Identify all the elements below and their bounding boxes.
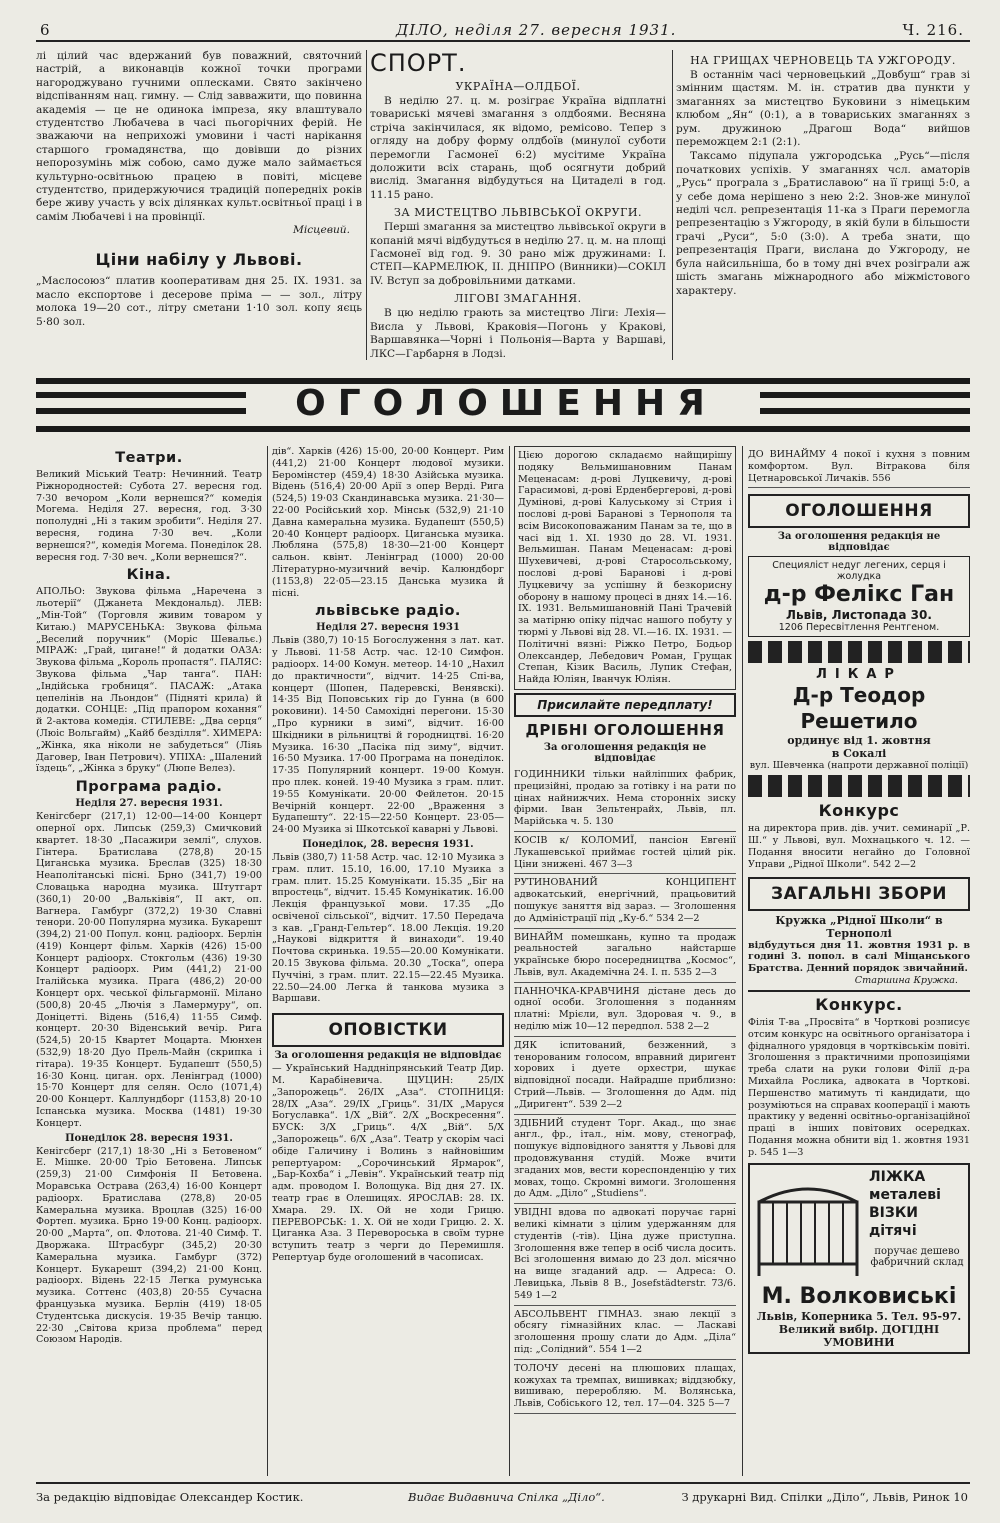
beds-seller-name: М. Волковиські [761,1283,957,1309]
lviv-radio-date-1: Неділя 27. вересня 1931 [316,622,460,634]
column-divider [267,446,268,1476]
sport-subheading-2: ЗА МИСТЕЦТВО ЛЬВІВСЬКОЇ ОКРУГИ. [394,206,642,220]
contest1-heading: Конкурс [818,801,900,821]
column-divider [672,50,673,360]
lviv-radio-date-2: Понеділок, 28. вересня 1931. [302,838,474,850]
meeting-heading: ЗАГАЛЬНІ ЗБОРИ [771,883,947,904]
radio-date-2: Понеділок 28. вересня 1931. [65,1132,233,1144]
banner-stripe [36,392,246,398]
small-ad: ГОДИННИКИ тільки найліпших фабрик, прецизійні, продаю за готівку і на рати по цінах найнижчих. Нема сторонніх зиску фірми. Іван Зельтенрайх, Львів, пл. Марійська ч. 5. 130 [514,766,736,832]
prices-text: „Маслосоюз“ платив кооперативам дня 25. IX. 1931. за масло експортове і десерове пріма — — зол., літру молока 19—20 сот., літру сметани 1·10 зол. копу яєць 5·80 зол. [36,275,362,328]
meeting-text: відбудуться дня 11. жовтня 1931 р. в годині 3. попол. в салі Міщанського Братства. Денний порядок звичайний. [748,939,970,975]
lviv-radio-heading: львівське радіо. [315,603,461,620]
small-ad: ДЯК іспитований, безженний, з тенорованим голосом, вправний диригент хорових і дуете орхестри, шукає відповідної посади. Найрадше приблизно: Стрий—Львів. — Зголошення до Адм. під „Диригент“. 539 2—2 [514,1037,736,1115]
beds-text-2: фабричний склад [870,1256,964,1268]
beds-heading-2: ВІЗКИ дітячі [869,1204,918,1239]
article-end-text: лі цілий час вдержаний був поважний, святочний настрій, а виконавців кожної точки програми нагороджувано гучними оплесками. Свято закінчено відспіванням нац. гимну. — Слід завважити, що повинна академія — це не одинока імпреза, яку влаштувало студентство Любачева в часі пьогорічних ферій. Не зважаючи на неприхожі умовини і часті нарікання старшого громадянства, що довівши до різних непорозумінь між собою, само дуже мало займається культурно-освітньою працею в повіті, місцеве студентство, придержуючися традицій попередніх років бере живу участь у всіх ділянках культ.освітньої праці і в самім Любачеві і на провінції. [36,50,362,223]
publisher-line: Видає Видавнича Спілка „Діло“. [408,1490,605,1504]
radio-date-1: Неділя 27. вересня 1931. [75,798,223,810]
radio-heading: Програма радіо. [75,779,223,796]
sport-subheading-3: ЛІГОВІ ЗМАГАННЯ. [454,292,582,306]
doctor-name: д-р Фелікс Ган [763,582,955,608]
beds-ad [748,1163,970,1354]
thanks-notice: Цією дорогою складаємо найщирішу подяку Вельмишановним Панам Меценасам: д-рові Луцкевичу, д-рові Гарасимові, д-рові Ерденбергерові, д-рові Думінові, д-рові Калуському зі Стрия і послові д-рові Барановi з Тернополя та всім Високоповажаним Панам за те, що в часі від 1. XI. 1930 до 28. VI. 1931. Вельмишан. Панам Меценасам: д-рові Шухевичеві, д-рові Старосольському, послові д-рові Барановi і д-рові Луцкевичу за успішну й безкорисну оборону в нашому процесі в днях 14.—16. IX. 1931. Вельмишановній Пані Трачевій за матірню опіку підчас нашого побуту у тюрмі у Львові від 28. VI.—16. IX. 1931. — Політичні вязні: Ріжко Петро, Бодьор Олександер, Лебедович Роман, Грущак Степан, Кізик Василь, Лупик Стефан, Найда Юліян, Іванчук Юліян. [514,446,736,690]
doctor2-name: Д-р Теодор Решетило [792,683,926,734]
small-ad: РУТИНОВАНИЙ КОНЦИПЕНТ адвокатський, енергічний, працьовитий пошукує заняття від зараз. — Зголошення до Адміністрації під „Ку-б.“ 534 2—2 [514,874,736,928]
lviv-radio-program-1: Львів (380,7) 10·15 Богослуження з лат. кат. у Львові. 11·58 Астр. час. 12·10 Симфон. радіоорх. 14·00 Комун. метеор. 14·10 „Нахил до практичности“, відчит. 14·25 Спі-ва, концерт (Шопен, Падеревскі, Венявскі). 14·35 Від Поповських гір до Гунна (в 600 роковини). 14·50 Самохідні перегони. 15·30 „Про курники в зимі“, відчит. 16·00 Шкідники в рільництві й городництві. 16·20 Музика. 16·30 „Пасіка під зиму“, відчит. 16·50 Музика. 17·00 Програма на понеділок. 17·35 Популярний концерт. 19·00 Комун. про плек. коней. 19·40 Музика з грам. плит. 19·55 Комунікати. 20·00 Фейлетон. 20·15 Вечірній концерт. 22·00 „Враження з Будапешту“. 22·15—22·50 Концерт. 23·05—24·00 Музика зі Шкотської каварні у Львові. [272,635,504,836]
doctor2-line-1: ординує від 1. жовтня [787,734,931,748]
issue-number: Ч. 216. [902,21,964,39]
sport-paragraph-2: Перші змагання за мистецтво львівської округи в копаній мячі відбудуться в неділю 27. ц. м. на площі Гасмонеї від год. 9. 30 рано між дружинами: І. СТЕП—КАРМЕЛЮК, ІІ. ДНІПРО (Винники)—СОКІЛ IV. Вступ за добровільними датками. [370,221,666,287]
sport-paragraph-3: В цю неділю грають за мистецтво Ліги: Лехія—Висла у Львові, Краковія—Погонь у Кракові, Варшавянка—Чорні і Польонія—Варта у Варшаві, ЛКС—Гарбарня в Лодзі. [370,307,666,360]
sport-paragraph-5: Таксамо підупала ужгородська „Русь“—після початкових успіхів. У змаганнях чсл. аматорів „Русь“ програла з „Братиславою“ на її грищі 5:0, а у себе дома нерішено з нею 2:2. Знов-же минулої неділі чсл. репрезентація 11-ка з Праги перемогла репрезентацію з Ужгороду, в якій були в більшости грачі „Руси“, 5:0 (3:0). А треба знати, що репрезентація Праги, вислана до Ужгороду, не була найсильніша, бо в тому дні вчех розіграли аж шість змагань міжнародного або міжмістового характеру. [676,150,970,297]
editor-line: За редакцію відповідає Олександер Костик. [36,1490,304,1504]
doctor-ad-1 [748,556,970,637]
display-ads-column [748,446,970,1476]
small-ads-column [514,446,736,1476]
beds-text-3: Великий вибір. ДОГІДНІ УМОВИНИ [778,1322,940,1349]
sport-paragraph-1: В неділю 27. ц. м. розіграє Україна відплатні товариські мячеві змагання з олдбоями. Весняна стріча закінчилася, як відомо, ремісово. Тепер з огляду на добру форму олдбоїв (минулої суботи перемогли Гасмонеї 6:2) мусітиме Україна доложити всіх старань, щоб осягнути добрий вислід. Змагання відбудуться на Цитаделі в год. 11.15 рано. [370,95,666,201]
meeting-box [748,877,970,911]
sport-subheading-4: НА ГРИЩАХ ЧЕРНОВЕЦЬ ТА УЖГОРОДУ. [690,54,956,67]
beds-heading-1: ЛІЖКА металеві [869,1168,941,1203]
ornament-band [748,775,970,797]
ads-disclaimer: За оголошення редакція не відповідає [777,531,941,554]
radio-program-1: Кенігсберг (217,1) 12·00—14·00 Концерт оперної орх. Липськ (259,3) Смичковий квартет. 18·30 „Пасажири землі“, слухов. Гінтера. Братислава (278,8) 20·15 Циганська музика. Бреслав (325) 18·30 Неаполітанські пісні. Брно (341,7) 19·00 Словацька народна музика. Штутгарт (360,1) 20·00 „Вальківія“, ІІ акт, оп. Вагнера. Гамбург (372,2) 19·30 Славні тенори. 20·00 Популярна музика. Букарешт (394,2) 21·00 Попул. конц. радіоорх. Берлін (419) Концерт фільм. Харків (426) 15·00 Концерт радіоорх. Стокгольм (436) 19·30 Концерт радіоорх. Рим (441,2) 21·00 Італійська музика. Прага (486,2) 20·00 Концерт орх. чеської фільгармонії. Мілано (500,8) 20·45 „Лючія з Ламермуру“, оп. Доніцетті. Відень (516,4) 11·55 Симф. концерт. 20·30 Віденський вечір. Рига (524,5) 20·15 Квартет Моцарта. Мюнхен (532,9) 18·20 Дуо Прель-Майн (скрипка і гітара). 19·35 Концерт. Будапешт (550,5) 16·30 Конц. циган. орх. Ленінград (1000) 15·70 Концерт для селян. Осло (1071,4) 20·00 Концерт. Каллундборг (1153,8) 20·10 Іспанська музика. Москва (1481) 19·30 Концерт. [36,811,262,1129]
small-ad: УВІДНІ вдова по адвокаті поручає гарні великі кімнати з цілим удержанням для студентів (-тів). Ціна дуже приступна. Зголошення вже тепер в осіб числа досить. Всі зголошення вимаю до 23 дол. місячно на вище згаданий адр. — Адреса: О. Левицька, Львів 8 В., Josefstädterstr. 73/6. 549 1—2 [514,1204,736,1305]
rent-ad: ДО ВИНАЙМУ 4 покої і кухня з повним комфортом. Вул. Вітракова біля Цетнаровської Личаків. 556 [748,446,970,488]
ornament-band [748,641,970,663]
radio-program-3: дів“. Харків (426) 15·00, 20·00 Концерт. Рим (441,2) 21·00 Концерт людової музики. Беромінстер (459,4) 18·30 Азійська музика. Відень (516,4) 20·00 Арії з опер Верді. Рига (524,5) 19·03 Скандинавська музика. 21·30—22·00 Російський хор. Мінськ (532,9) 21·10 Давна камеральна музика. Будапешт (550,5) 20·40 Концерт радіоорх. Циганська музика. Любляна (575,8) 18·30—21·00 Концерт сальон. квінт. Ленінград (1000) 20·00 Літературно-музичний вечір. Калюндборг (1153,8) 22·05—23.15 Данська музика й пісні. [272,446,504,599]
doctor2-line-3: вул. Шевченка (напроти державної поліції) [749,760,969,772]
meeting-subheading: Кружка „Рідної Школи“ в Тернополі [775,913,943,940]
small-ad: ТОЛОЧУ десені на плюшових плащах, кожухах та тремпах, вишивках; віддзюбку, вишиваю, переробляю. М. Волянська, Львів, Собіського 12, тел. 17—04. 325 5—7 [514,1360,736,1414]
entertainment-column [36,446,262,1476]
banner-stripe [760,408,970,414]
contest1-text: на директора прив. дів. учит. семинарії „Р. Ш.“ у Львові, вул. Мохнацького ч. 12. — Подання вносити негайно до Головної Управи „Рідної Школи“. 542 2—2 [748,823,970,870]
contest2-heading: Конкурс. [748,990,970,1014]
banner-stripe [760,392,970,398]
page-header [36,18,970,42]
notices-disclaimer: За оголошення редакція не відповідає [274,1050,502,1062]
sport-column-continued [676,50,970,368]
ads-banner [36,368,970,442]
beds-text-1: поручає дешево [874,1245,960,1257]
article-signature: Місцевий. [292,224,350,237]
prices-heading: Ціни набілу у Львові. [95,250,303,270]
cinema-heading: Кіна. [126,567,172,584]
column-divider [509,446,510,1476]
lviv-radio-program-2: Львів (380,7) 11·58 Астр. час. 12·10 Музика з грам. плит. 15.10, 16.00, 17.10 Музика з грам. плит. 15.25 Комунікати. 15.35 „Біг на впростець“, відчит. 15.45 Комунікатик. 16.00 Лекція французької мови. 17.35 „До освіченої сільської“, відчит. 17.50 Передача з кав. „Гранд-Гельтер“. 18.00 Лекція. 19.20 „Наукові відкриття й винаходи“. 19.40 Почтова скринька. 19.55—20.00 Комунікати. 20.15 Звукова фільма. 20.30 „Тоска“, опера Пуччіні, з грам. плит. 22.15—22.45 Музика. 22.50—24.00 Легка й танкова музика з Варшави. [272,851,504,1005]
sport-column [370,50,666,368]
masthead-line: ДІЛО, неділя 27. вересня 1931. [396,21,677,39]
small-ad: АБСОЛЬВЕНТ ГІМНАЗ. знаю лекції з обсягу гімназійних клас. — Ласкаві зголошення прошу слати до Адм. „Діла“ під: „Солідний“. 554 1—2 [514,1306,736,1360]
ads-heading: ОГОЛОШЕННЯ [785,501,933,522]
ads-box [748,494,970,528]
banner-title: ОГОЛОШЕННЯ [295,383,717,424]
notices-heading: ОПОВІСТКИ [328,1020,448,1041]
small-ad: ВИНАЙМ помешкань, купно та продаж реальностей загально найстарше українське бюро посередництва „Космос“, Львів, вул. Академічна 24. І. п. 535 2—3 [514,929,736,983]
doctor-address: Львів, Листопада 30. [786,608,932,623]
sport-paragraph-4: В останнім часі черновецький „Довбуш“ грав зі змінним щастям. М. ін. стратив два пункти у змаганнях за мистецтво Буковини з німецьким клюбом „Ян“ (0:1), а в товариських змаганнях з рум. дружиною „Драгош Вода“ вийшов переможцем 2:1 (2:1). [676,69,970,149]
column-divider [742,446,743,1476]
notices-box [272,1013,504,1047]
printer-line: З друкарні Вид. Спілки „Діло“, Львів, Ринок 10 [681,1490,968,1504]
bed-illustration-icon [753,1172,863,1282]
notices-text: — Український Наддніпрянський Театр Дир. М. Карабіневича. ЩУЦИН: 25/IX „Запорожець“. 26/IX „Аза“. СТОПНИЦЯ: 28/IX „Аза“. 29/IX „Гриць“. 31/IX „Маруся Богуславка“. 1/X „Вій“. 2/X „Воскресення“. БУСК: 3/X „Гриць“. 4/X „Вій“. 5/X „Запорожець“. 6/X „Аза“. Театр у скорім часі обіде Галичину і Волинь з найновішим репертуаром: „Сорочинський Ярмарок“, „Бар-Кохба“ і „Левін“. Український театр під адм. проводом І. Волощука. Від дня 27. IX. театр грає в Олешицях. ЯРОСЛАВ: 28. IX. Хмара. 29. IX. Ой не ходи Грицю. ПЕРЕВОРСЬК: 1. X. Ой не ходи Грицю. 2. X. Циганка Аза. 3 Перевороська в своїм турне вступить театр з черги до Перемишля. Репертуар буде оголошений в часописах. [272,1063,504,1264]
cinema-text: АПОЛЬО: Звукова фільма „Наречена з льотерії“ (Джанета Мекдональд). ЛЕВ: „Мін-Той“ (Торговля живим товаром у Китаю.) МАРУСЕНЬКА: Звукова фільма „Веселий поручник“ (Моріс Шевальє.) МІРАЖ: „Грай, цигане!“ й додатки ОАЗА: Звукова фільма „Король пропастя“. ПАЛЯС: Звукова фільма „Чар танга“. ПАН: „Індійська гробниця“. ПАСАЖ: „Атака цепелінів на Льондон“ (Підняті крила) й додатки. СОНЦЕ: „Під прапором кохання“ й 2-актова комедія. СТИЛЕВЕ: „Два серця“ (Люіс Вольгайм) „Кайб безділля“. ХИМЕРА: „Жінка, яка ніколи не забудеться“ (Ліяь Даговер, Іван Петрович). УПІХА: „Шалений їздець“, „Жінка з бруку“ (Люпе Велез). [36,586,262,775]
sport-subheading-1: УКРАЇНА—ОЛДБОЇ. [455,80,581,93]
beds-address: Львів, Коперника 5. Тел. 95-97. [756,1309,962,1323]
page-number: 6 [40,21,51,39]
small-ad: ПАННОЧКА-КРАВЧИНЯ дістане десь до одної особи. Зголошення з поданням платні: Мрієли, вул. Здоровая ч. 9., в неділю між 10—12 передпол. 538 2—2 [514,983,736,1037]
banner-stripe [36,408,246,414]
article-column [36,50,362,368]
doctor-note: 1206 Пересвітлення Рентгеном. [778,622,940,634]
banner-stripe [36,426,970,432]
small-ads-heading: ДРІБНІ ОГОЛОШЕННЯ [525,720,725,739]
theatres-heading: Театри. [115,450,183,466]
contest2-text: Філія Т-ва „Просвіта“ в Чорткові розписує отсим конкурс на освітнього організатора і фідналного урядовця в чортківськім повіті. Зголошення з практичними пропозиціями треба слати на руки голови Філії д-ра Михайла Рослика, адвоката в Чорткові. Першенство матимуть ті кандидати, що розуміються на справах кооперації і мають практику у веденні освітньо-організаційної праці в інших повітових осередках. Подання можна обнити від 1. жовтня 1931 р. 545 1—3 [748,1016,970,1158]
doctor-specialty: Специяліст недуг легених, серця і жолудка [772,560,946,583]
newspaper-page [36,18,970,1508]
radio-program-2: Кенігсберг (217,1) 18·30 „Ні з Бетовеном“ Е. Мішке. 20·00 Тріо Бетовена. Липськ (259,3) 21·00 Симфонія ІІ Бетовена. Моравська Острава (263,4) 16·00 Концерт радіоорх. Братислава (278,8) 20·05 Камеральна музика. Вроцлав (325) 16·00 Фортеп. музика. Брно 19·00 Конц. радіоорх. 20·00 „Марта“, оп. Флотова. 21·40 Симф. Т. Дворжака. Штрасбург (345,2) 20·30 Камеральна музика. Гамбург (372) Концерт. Букарешт (394,2) 21·00 Конц. радіоорх. Відень 22·15 Легка румунська музика. Соттенс (403,8) 20·55 Сучасна французька музика. Берлін (419) 18·05 Студентська дискусія. 19·35 Вечір танцю. 22·30 „Світова криза проблема“ перед Союзом Народів. [36,1145,262,1346]
small-ad: ЗДІБНИЙ студент Торг. Акад., що знає англ., фр., італ., нім. мову, стенограф, пошукує відповідного заняття у Львові для продовжування студій. Може вчити згаданих мов, вести кореспонденцію у тих мовах, тощо. Скромні вимоги. Зголошення до Адм. „Діло“ „Studiens“. [514,1115,736,1205]
theatres-text: Великий Міський Театр: Нечинний. Театр Ріжнородностей: Субота 27. вересня год. 7·30 вечором „Коли вернешся?“ комедія Могема. Неділя 27. вересня, год. 3·30 пополудні „Ні з таким зробити“. Неділя 27. вересня, година 7·30 веч. „Коли вернешся?“, комедія Могема. Понеділок 28. вересня год. 7·30 веч. „Коли вернешся?“. [36,469,262,563]
meeting-signature: Старшина Кружка. [854,974,958,986]
radio-notices-column [272,446,504,1476]
doctor2-title: ЛІКАР [816,667,902,683]
column-divider [366,50,367,360]
doctor2-line-2: в Сокалі [831,747,887,761]
small-ads-disclaimer: За оголошення редакція не відповідає [543,741,707,764]
sport-heading: СПОРТ. [370,49,467,77]
subscribe-box: Присилайте передплату! [514,693,736,717]
small-ad: КОСІВ к/ КОЛОМИЇ, пансіон Евгенії Лукашевської приймає гостей цілий рік. Ціни знижені. 467 3—3 [514,832,736,874]
page-footer [36,1482,970,1508]
